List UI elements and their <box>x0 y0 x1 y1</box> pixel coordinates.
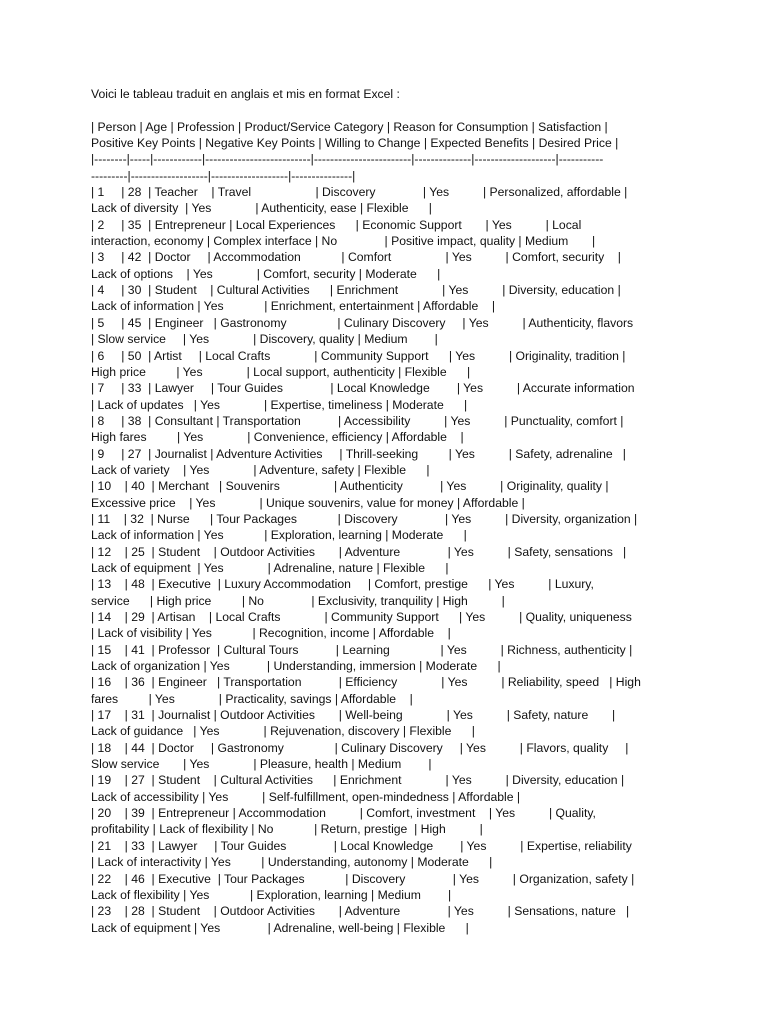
table-line: | 22 | 46 | Executive | Tour Packages | Discovery | Yes | Organization, safety | <box>91 871 635 886</box>
table-line: | 11 | 32 | Nurse | Tour Packages | Discovery | Yes | Diversity, organization | <box>91 511 638 526</box>
table-line: | 9 | 27 | Journalist | Adventure Activities | Thrill-seeking | Yes | Safety, adrenaline | <box>91 446 626 461</box>
table-line: | 19 | 27 | Student | Cultural Activities | Enrichment | Yes | Diversity, education | <box>91 773 625 788</box>
table-line: Lack of diversity | Yes | Authenticity, ease | Flexible | <box>91 201 432 216</box>
table-line: | 10 | 40 | Merchant | Souvenirs | Authenticity | Yes | Originality, quality | <box>91 479 609 494</box>
table-line: Lack of flexibility | Yes | Exploration, learning | Medium | <box>91 887 452 902</box>
table-line: interaction, economy | Complex interface | No | Positive impact, quality | Medium | <box>91 234 596 249</box>
table-line: Positive Key Points | Negative Key Points | Willing to Change | Expected Benefits | Desired Price | <box>91 136 619 151</box>
table-line: |--------|-----|------------|--------------------------|------------------------|--------------|--------------------|----------- <box>91 152 604 167</box>
table-line: | 5 | 45 | Engineer | Gastronomy | Culinary Discovery | Yes | Authenticity, flavors <box>91 315 634 330</box>
table-line: | 18 | 44 | Doctor | Gastronomy | Culinary Discovery | Yes | Flavors, quality | <box>91 740 629 755</box>
table-line: | 15 | 41 | Professor | Cultural Tours | Learning | Yes | Richness, authenticity | <box>91 642 633 657</box>
table-line: Lack of variety | Yes | Adventure, safety | Flexible | <box>91 462 430 477</box>
table-line: fares | Yes | Practicality, savings | Affordable | <box>91 691 413 706</box>
table-line: | Person | Age | Profession | Product/Service Category | Reason for Consumption | Satisfaction | <box>91 119 608 134</box>
table-line: High price | Yes | Local support, authenticity | Flexible | <box>91 364 471 379</box>
document-page <box>91 86 691 936</box>
table-line: | 3 | 42 | Doctor | Accommodation | Comfort | Yes | Comfort, security | <box>91 250 621 265</box>
table-line: | 6 | 50 | Artist | Local Crafts | Community Support | Yes | Originality, tradition | <box>91 348 626 363</box>
table-line: | 21 | 33 | Lawyer | Tour Guides | Local Knowledge | Yes | Expertise, reliability <box>91 838 632 853</box>
table-line: Lack of guidance | Yes | Rejuvenation, discovery | Flexible | <box>91 724 475 739</box>
table-line: Lack of equipment | Yes | Adrenaline, well-being | Flexible | <box>91 920 469 935</box>
table-line: ---------|-------------------|-------------------|---------------| <box>91 168 356 183</box>
table-line: High fares | Yes | Convenience, efficiency | Affordable | <box>91 430 464 445</box>
table-line: | 13 | 48 | Executive | Luxury Accommodation | Comfort, prestige | Yes | Luxury, <box>91 577 594 592</box>
table-line: Lack of equipment | Yes | Adrenaline, nature | Flexible | <box>91 560 449 575</box>
blank-line <box>91 102 691 118</box>
markdown-table-text <box>91 119 691 936</box>
intro-sentence: Voici le tableau traduit en anglais et mis en format Excel : <box>91 87 400 101</box>
table-line: | Lack of visibility | Yes | Recognition, income | Affordable | <box>91 626 451 641</box>
table-line: Excessive price | Yes | Unique souvenirs, value for money | Affordable | <box>91 495 525 510</box>
table-line: | 8 | 38 | Consultant | Transportation | Accessibility | Yes | Punctuality, comfort | <box>91 413 624 428</box>
table-line: | 16 | 36 | Engineer | Transportation | Efficiency | Yes | Reliability, speed | High <box>91 675 641 690</box>
table-line: Lack of accessibility | Yes | Self-fulfillment, open-mindedness | Affordable | <box>91 789 521 804</box>
table-line: | 14 | 29 | Artisan | Local Crafts | Community Support | Yes | Quality, uniqueness <box>91 610 632 624</box>
table-line: Lack of information | Yes | Exploration, learning | Moderate | <box>91 528 467 543</box>
table-line: | Lack of updates | Yes | Expertise, timeliness | Moderate | <box>91 397 468 412</box>
table-line: Lack of organization | Yes | Understanding, immersion | Moderate | <box>91 659 501 674</box>
table-line: | 7 | 33 | Lawyer | Tour Guides | Local Knowledge | Yes | Accurate information <box>91 381 635 396</box>
table-line: | 4 | 30 | Student | Cultural Activities | Enrichment | Yes | Diversity, education | <box>91 283 621 298</box>
table-line: profitability | Lack of flexibility | No | Return, prestige | High | <box>91 822 483 837</box>
table-line: | 17 | 31 | Journalist | Outdoor Activities | Well-being | Yes | Safety, nature | <box>91 708 616 723</box>
table-line: Lack of options | Yes | Comfort, security | Moderate | <box>91 266 441 281</box>
table-line: service | High price | No | Exclusivity, tranquility | High | <box>91 593 505 608</box>
table-line: | 1 | 28 | Teacher | Travel | Discovery | Yes | Personalized, affordable | <box>91 185 628 200</box>
table-line: | 12 | 25 | Student | Outdoor Activities | Adventure | Yes | Safety, sensations | <box>91 544 627 559</box>
table-line: | 20 | 39 | Entrepreneur | Accommodation | Comfort, investment | Yes | Quality, <box>91 806 596 821</box>
table-line: | 2 | 35 | Entrepreneur | Local Experiences | Economic Support | Yes | Local <box>91 217 582 232</box>
table-line: Lack of information | Yes | Enrichment, entertainment | Affordable | <box>91 299 496 314</box>
table-line: Slow service | Yes | Pleasure, health | Medium | <box>91 757 432 772</box>
table-line: | 23 | 28 | Student | Outdoor Activities | Adventure | Yes | Sensations, nature | <box>91 904 630 919</box>
table-line: | Slow service | Yes | Discovery, quality | Medium | <box>91 332 438 347</box>
table-line: | Lack of interactivity | Yes | Understanding, autonomy | Moderate | <box>91 855 493 870</box>
